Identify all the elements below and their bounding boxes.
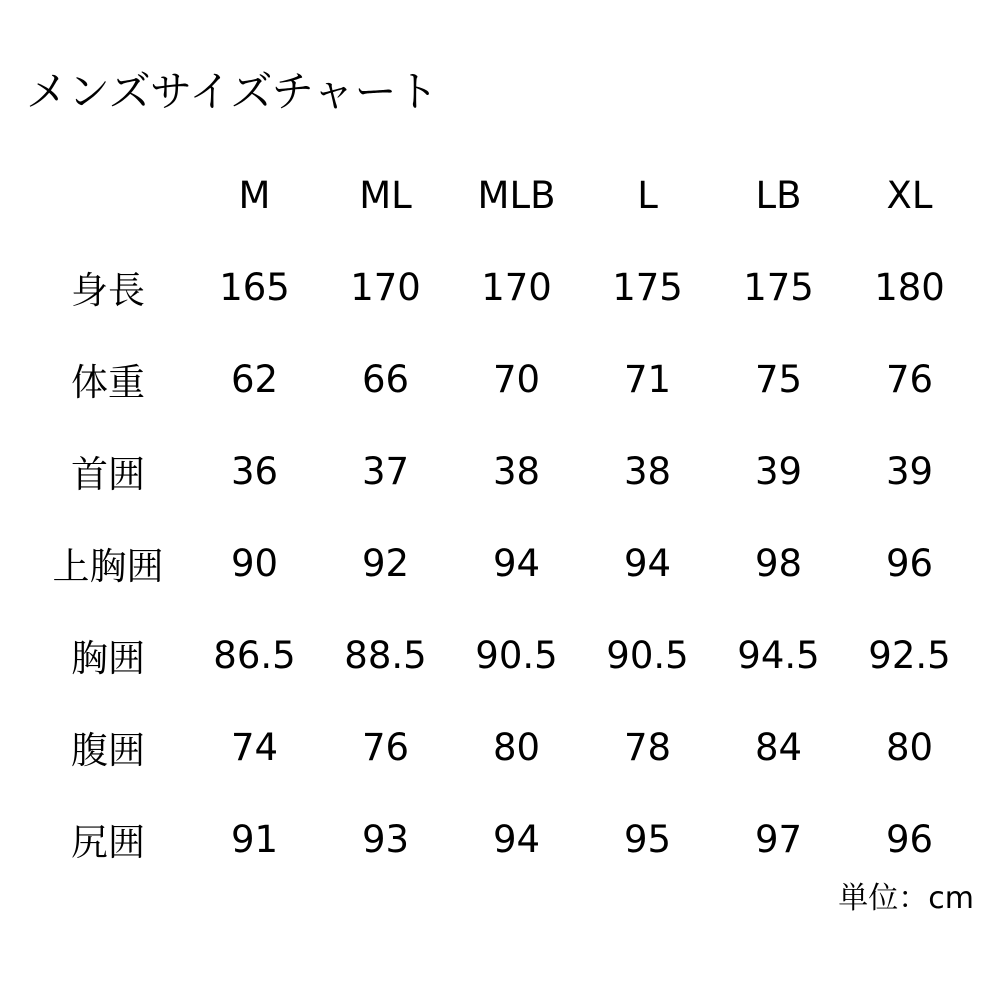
cell-height-l: 175 [582,241,713,333]
table-row [27,425,975,517]
cell-height-ml: 170 [320,241,451,333]
table-row [27,241,975,333]
unit-note: 単位：cm [838,881,974,916]
cell-waist-mlb: 80 [451,701,582,793]
header-size-l: L [582,149,713,241]
row-label-chest: 胸囲 [27,609,189,701]
row-label-weight: 体重 [27,333,189,425]
cell-height-lb: 175 [713,241,844,333]
cell-weight-xl: 76 [844,333,975,425]
header-corner [27,149,189,241]
cell-waist-xl: 80 [844,701,975,793]
cell-chest-mlb: 90.5 [451,609,582,701]
cell-hip-mlb: 94 [451,793,582,885]
cell-upper-chest-lb: 98 [713,517,844,609]
row-label-height: 身長 [27,241,189,333]
cell-waist-ml: 76 [320,701,451,793]
cell-chest-lb: 94.5 [713,609,844,701]
table-header [27,149,975,241]
cell-upper-chest-xl: 96 [844,517,975,609]
row-label-waist: 腹囲 [27,701,189,793]
cell-weight-ml: 66 [320,333,451,425]
header-size-m: M [189,149,320,241]
header-size-xl: XL [844,149,975,241]
cell-weight-mlb: 70 [451,333,582,425]
cell-weight-l: 71 [582,333,713,425]
cell-neck-l: 38 [582,425,713,517]
cell-chest-xl: 92.5 [844,609,975,701]
cell-waist-l: 78 [582,701,713,793]
cell-weight-lb: 75 [713,333,844,425]
cell-chest-ml: 88.5 [320,609,451,701]
cell-height-mlb: 170 [451,241,582,333]
row-label-upper-chest: 上胸囲 [27,517,189,609]
cell-waist-lb: 84 [713,701,844,793]
row-label-hip: 尻囲 [27,793,189,885]
table-row [27,701,975,793]
header-size-lb: LB [713,149,844,241]
table-row [27,793,975,885]
cell-upper-chest-mlb: 94 [451,517,582,609]
cell-neck-mlb: 38 [451,425,582,517]
cell-upper-chest-l: 94 [582,517,713,609]
cell-neck-xl: 39 [844,425,975,517]
cell-neck-ml: 37 [320,425,451,517]
header-size-mlb: MLB [451,149,582,241]
cell-upper-chest-m: 90 [189,517,320,609]
table-row [27,517,975,609]
cell-hip-xl: 96 [844,793,975,885]
row-label-neck: 首囲 [27,425,189,517]
cell-hip-lb: 97 [713,793,844,885]
size-chart-table [26,148,976,886]
size-chart-table-wrapper [26,148,974,886]
cell-hip-ml: 93 [320,793,451,885]
cell-waist-m: 74 [189,701,320,793]
cell-chest-m: 86.5 [189,609,320,701]
cell-neck-lb: 39 [713,425,844,517]
table-row [27,609,975,701]
table-row [27,333,975,425]
cell-weight-m: 62 [189,333,320,425]
cell-chest-l: 90.5 [582,609,713,701]
table-body [27,241,975,885]
header-row [27,149,975,241]
header-size-ml: ML [320,149,451,241]
cell-neck-m: 36 [189,425,320,517]
cell-hip-l: 95 [582,793,713,885]
cell-height-xl: 180 [844,241,975,333]
page-title: メンズサイズチャート [26,67,439,116]
cell-height-m: 165 [189,241,320,333]
cell-upper-chest-ml: 92 [320,517,451,609]
cell-hip-m: 91 [189,793,320,885]
